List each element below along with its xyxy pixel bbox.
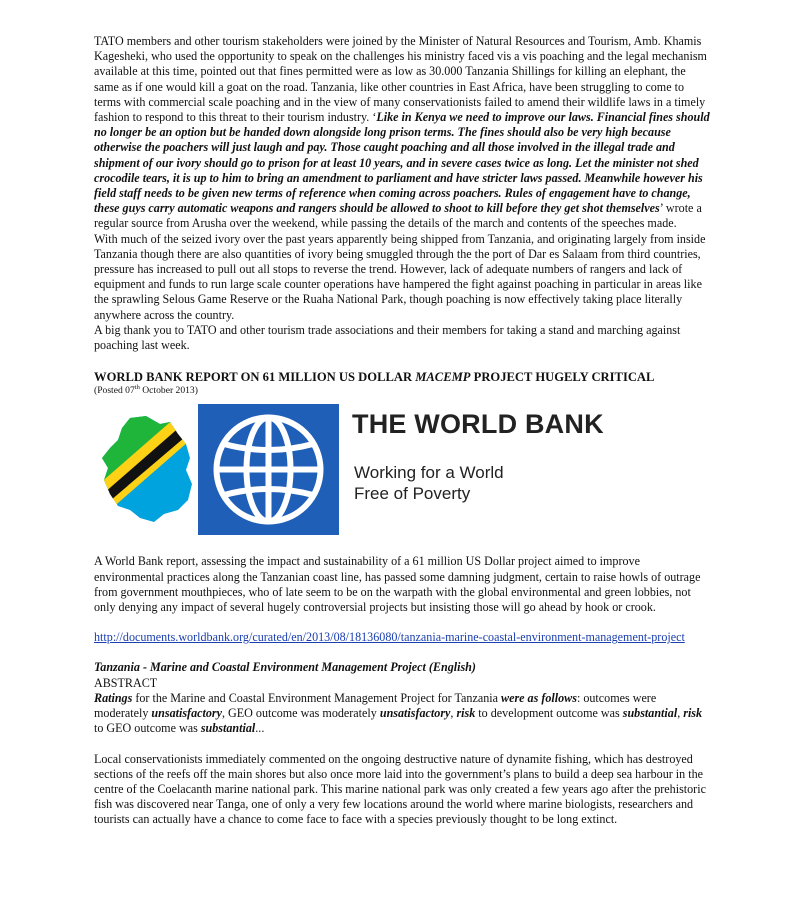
source-quote: Like in Kenya we need to improve our laws. Financial fines should no longer be an option but be handed down alongside long prison terms. The fines should also be very high because otherwise the poachers will just laugh and pay. Those caught poaching and all those involved in the illegal trade and shipment of our ivory should go to prison for at least 10 years, and in severe cases twice as long. Let the minister not shed crocodile tears, it is up to him to bring an amendment to parliament and have stricter laws passed. Meanwhile however his field staff needs to be given new terms of reference when coming across poachers. Rules of engagement have to change, these guys carry automatic weapons and rangers should be allowed to shoot to kill before they get shot themselves	[94, 110, 710, 216]
section-heading: WORLD BANK REPORT ON 61 MILLION US DOLLAR MACEMP PROJECT HUGELY CRITICAL	[94, 370, 655, 385]
ratings-paragraph: Ratings for the Marine and Coastal Environment Management Project for Tanzania were as follows: outcomes were moderately unsatisfactory, GEO outcome was moderately unsatisfactory, risk to development outcome was substantial, risk to GEO outcome was substantial...	[94, 690, 703, 736]
paragraph-report: A World Bank report, assessing the impact and sustainability of a 61 million US Dollar project aimed to improve environmental practices along the Tanzanian coast line, has passed some damning judgment, certain to raise howls of outrage from government mouthpieces, who of late seem to be on the warpath with the global environmental and green lobbies, not only denying any impact of several hugely controversial projects but insisting those will go ahead by hook or crook.	[94, 554, 701, 615]
report-title: Tanzania - Marine and Coastal Environment Management Project (English)	[94, 660, 476, 675]
report-link-line	[94, 630, 712, 645]
abstract-label: ABSTRACT	[94, 675, 158, 690]
article-page	[94, 34, 712, 828]
paragraph-conservationists: Local conservationists immediately commented on the ongoing destructive nature of dynamite fishing, which has destroyed sections of the reefs off the main shores but also once more laid into the government’s plans to build a deep sea harbour in the centre of the Coelacanth marine national park. This marine national park was only created a few years ago after the prehistoric fish was discovered near Tanga, one of only a very few locations around the world where marine biologists, researchers and tourists can actually have a chance to come face to face with a species previously thought to be long extinct.	[94, 751, 706, 827]
world-bank-globe-icon	[198, 404, 339, 535]
world-bank-name: THE WORLD BANK	[352, 409, 604, 440]
posted-date: (Posted 07th October 2013)	[94, 384, 198, 397]
world-bank-logo-banner	[94, 404, 712, 544]
world-bank-tagline: Working for a World Free of Poverty	[354, 463, 504, 504]
report-link[interactable]: http://documents.worldbank.org/curated/en/2013/08/18136080/tanzania-marine-coastal-environment-management-project	[94, 630, 685, 645]
paragraph-ivory: With much of the seized ivory over the past years apparently being shipped from Tanzania, and originating largely from inside Tanzania though there are also quantities of ivory being smuggled through the the port of Dar es Salaam from third countries, pressure has increased to pull out all stops to reverse the trend. However, lack of adequate numbers of rangers and lack of equipment and funds to run large scale counter operations have hampered the fight against poaching in particular in areas like the sprawling Selous Game Reserve or the Ruaha National Park, though poaching is now effectively taking place literally anywhere across the country.	[94, 231, 706, 322]
paragraph-tato: TATO members and other tourism stakeholders were joined by the Minister of Natural Resources and Tourism, Amb. Khamis Kagesheki, who used the opportunity to speak on the challenges his ministry faced vis a vis poaching and the legal mechanism available at this time, pointed out that fines permitted were as low as 30.000 Tanzania Shillings for killing an elephant, the same as if one would kill a goat on the road. Tanzania, like other countries in East Africa, have been struggling to come to terms with commercial scale poaching and in the view of many conservationists failed to amend their wildlife laws in a timely fashion to respond to this threat to their tourism industry. ‘Like in Kenya we need to improve our laws. Financial fines should no longer be an option but be handed down alongside long prison terms. The fines should also be very high because otherwise the poachers will just laugh and pay. Those caught poaching and all those involved in the illegal trade and shipment of our ivory should go to prison for at least 10 years, and in severe cases twice as long. Let the minister not shed crocodile tears, it is up to him to bring an amendment to parliament and have stricter laws passed. Meanwhile however his field staff needs to be given new terms of reference when coming across poachers. Rules of engagement have to change, these guys carry automatic weapons and rangers should be allowed to shoot to kill before they get shot themselves’ wrote a regular source from Arusha over the weekend, while passing the details of the march and contents of the speeches made.	[94, 34, 710, 231]
paragraph-thanks: A big thank you to TATO and other tourism trade associations and their members for taking a stand and marching against poaching last week.	[94, 322, 681, 353]
tanzania-flag-map-icon	[100, 414, 194, 526]
